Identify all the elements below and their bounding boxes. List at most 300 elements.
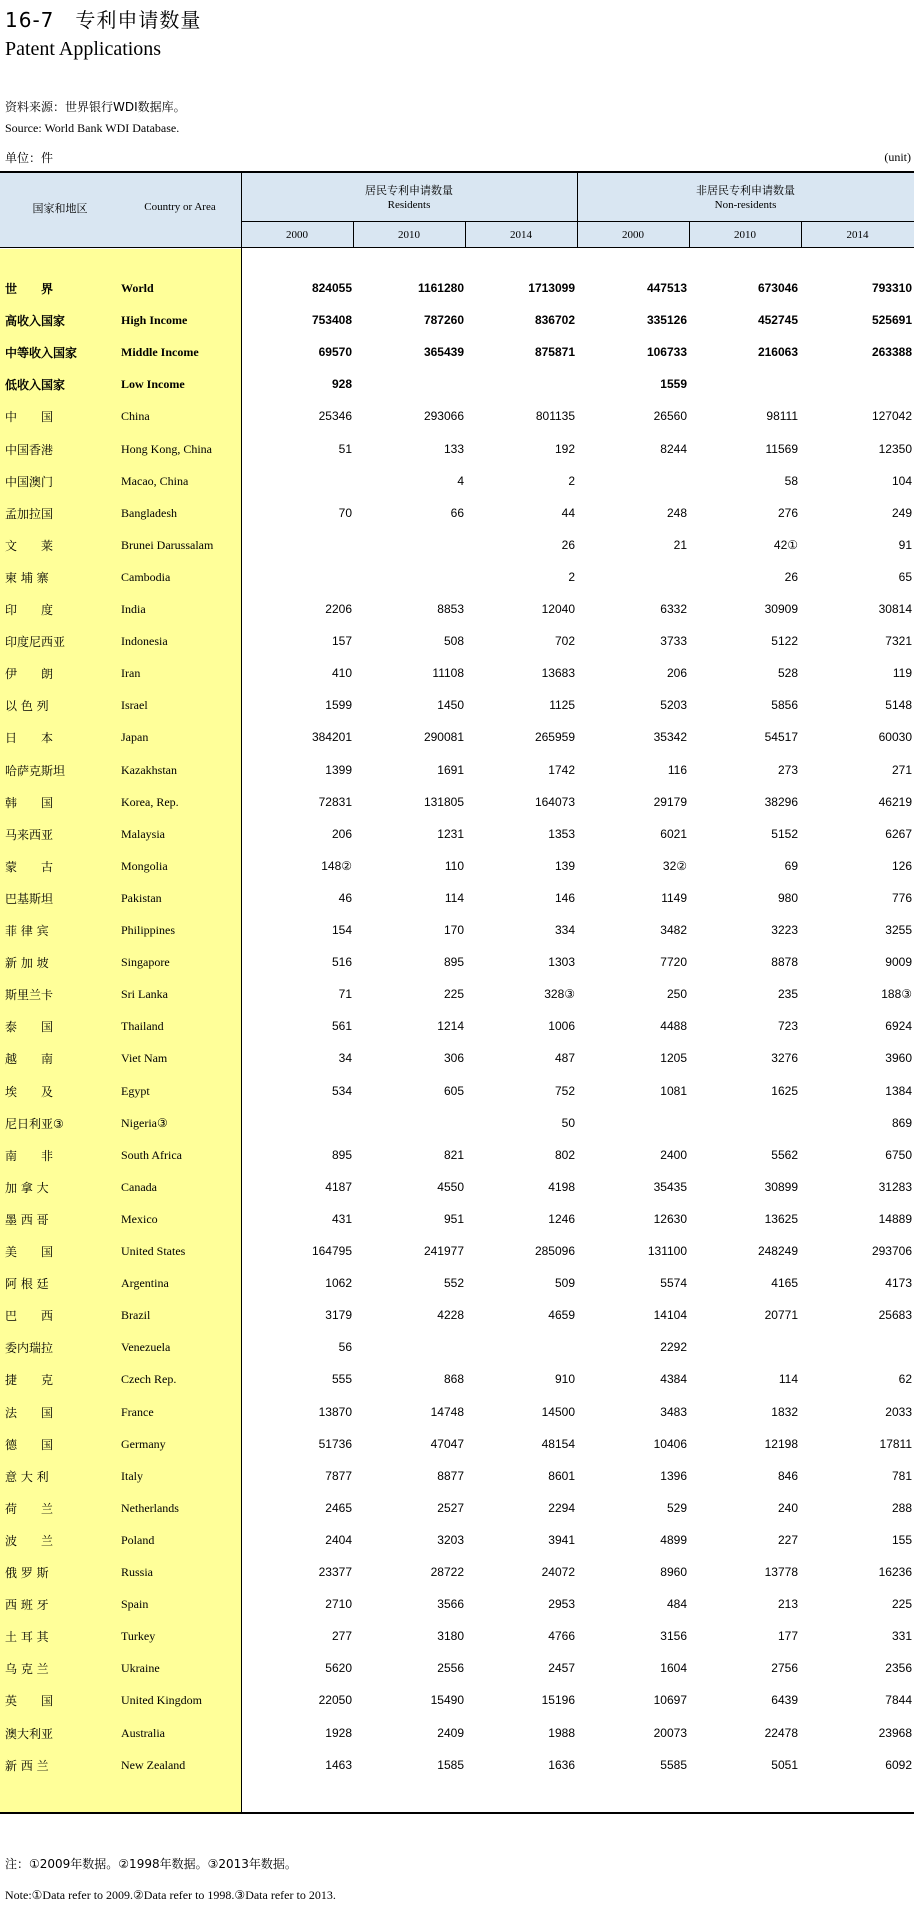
value-cell: 8244 xyxy=(660,441,687,456)
country-name-en: Germany xyxy=(121,1436,166,1451)
value-cell: 13870 xyxy=(318,1404,352,1419)
value-cell: 4766 xyxy=(548,1629,575,1644)
table-row xyxy=(0,849,914,881)
value-cell: 131805 xyxy=(423,794,464,809)
year-row-rule xyxy=(241,221,914,222)
value-cell: 60030 xyxy=(878,730,912,745)
value-cell: 288 xyxy=(891,1500,912,1515)
value-cell: 1303 xyxy=(548,955,575,970)
value-cell: 170 xyxy=(443,923,464,937)
table-row xyxy=(0,1330,914,1362)
value-cell: 114 xyxy=(444,890,464,905)
source-en: Source: World Bank WDI Database. xyxy=(5,121,180,135)
value-cell: 30899 xyxy=(764,1179,798,1194)
value-cell: 509 xyxy=(554,1276,575,1291)
table-row xyxy=(0,1041,914,1073)
value-cell: 5562 xyxy=(771,1147,798,1162)
value-cell: 30814 xyxy=(878,602,912,616)
country-name-cn: 美 国 xyxy=(5,1245,54,1259)
country-name-en: South Africa xyxy=(121,1147,182,1162)
value-cell: 1599 xyxy=(325,698,352,713)
value-cell: 24072 xyxy=(541,1565,575,1579)
value-cell: 58 xyxy=(784,473,798,488)
value-cell: 2033 xyxy=(885,1404,912,1419)
country-name-cn: 世 界 xyxy=(5,282,54,296)
country-name-cn: 孟加拉国 xyxy=(5,506,54,521)
country-name-cn: 加 拿 大 xyxy=(5,1180,49,1195)
value-cell: 38296 xyxy=(764,794,798,809)
value-cell: 2953 xyxy=(548,1597,575,1612)
country-name-en: Poland xyxy=(121,1532,155,1547)
value-cell: 12198 xyxy=(764,1436,798,1451)
value-cell: 1450 xyxy=(437,698,464,713)
country-name-en: Netherlands xyxy=(121,1500,179,1515)
value-cell: 30909 xyxy=(764,602,798,616)
table-row xyxy=(0,945,914,977)
value-cell: 331 xyxy=(891,1629,912,1644)
value-cell: 4899 xyxy=(660,1532,687,1547)
country-name-en: Japan xyxy=(121,730,149,745)
table-row xyxy=(0,817,914,849)
table-row xyxy=(0,1587,914,1619)
value-cell: 3223 xyxy=(771,923,798,937)
value-cell: 248 xyxy=(666,505,687,520)
value-cell: 225 xyxy=(891,1597,912,1612)
country-name-en: Mexico xyxy=(121,1211,158,1226)
value-cell: 1832 xyxy=(771,1404,798,1419)
value-cell: 821 xyxy=(443,1147,464,1162)
table-row xyxy=(0,335,914,367)
value-cell: 328③ xyxy=(544,987,575,1002)
country-name-en: Bangladesh xyxy=(121,505,177,520)
country-name-cn: 蒙 古 xyxy=(5,859,54,874)
value-cell: 5574 xyxy=(660,1276,687,1291)
value-cell: 1636 xyxy=(548,1757,575,1772)
country-name-cn: 荷 兰 xyxy=(5,1501,54,1516)
value-cell: 13778 xyxy=(764,1565,798,1579)
table-row xyxy=(0,496,914,528)
value-cell: 4 xyxy=(457,473,464,488)
country-name-cn: 乌 克 兰 xyxy=(5,1662,49,1677)
country-name-en: Viet Nam xyxy=(121,1051,168,1066)
value-cell: 752 xyxy=(554,1083,575,1098)
value-cell: 51 xyxy=(338,441,352,456)
country-name-en: Canada xyxy=(121,1179,157,1194)
value-cell: 206 xyxy=(331,826,352,841)
table-row xyxy=(0,785,914,817)
table-row xyxy=(0,1170,914,1202)
value-cell: 5148 xyxy=(885,698,912,713)
value-cell: 127042 xyxy=(871,409,912,424)
value-cell: 1559 xyxy=(660,377,687,392)
value-cell: 10406 xyxy=(653,1436,687,1451)
country-name-cn: 以 色 列 xyxy=(5,699,49,714)
value-cell: 1205 xyxy=(660,1051,687,1066)
value-cell: 3156 xyxy=(660,1629,687,1644)
country-name-cn: 哈萨克斯坦 xyxy=(5,763,66,778)
table-row xyxy=(0,1009,914,1041)
country-name-cn: 印 度 xyxy=(5,603,54,617)
value-cell: 836702 xyxy=(534,313,575,328)
country-name-en: New Zealand xyxy=(121,1757,186,1772)
value-cell: 91 xyxy=(898,537,912,552)
value-cell: 868 xyxy=(443,1372,464,1387)
value-cell: 5585 xyxy=(660,1757,687,1772)
value-cell: 14889 xyxy=(878,1211,912,1226)
country-name-en: Hong Kong, China xyxy=(121,441,212,456)
country-name-cn: 南 非 xyxy=(5,1148,54,1163)
country-name-cn: 印度尼西亚 xyxy=(5,635,66,650)
table-row xyxy=(0,753,914,785)
country-name-cn: 越 南 xyxy=(5,1052,54,1067)
value-cell: 26 xyxy=(561,537,575,552)
value-cell: 334 xyxy=(554,923,575,937)
value-cell: 271 xyxy=(891,762,912,777)
value-cell: 1691 xyxy=(437,762,464,777)
value-cell: 6092 xyxy=(885,1757,912,1772)
value-cell: 335126 xyxy=(646,313,687,328)
country-name-cn: 菲 律 宾 xyxy=(5,924,49,938)
value-cell: 12350 xyxy=(878,441,912,456)
value-cell: 6021 xyxy=(660,826,687,841)
value-cell: 131100 xyxy=(647,1244,687,1258)
table-row xyxy=(0,1106,914,1138)
table-row xyxy=(0,1683,914,1715)
value-cell: 3255 xyxy=(885,923,912,937)
value-cell: 895 xyxy=(443,955,464,970)
value-cell: 1928 xyxy=(325,1725,352,1740)
value-cell: 98111 xyxy=(766,409,798,424)
value-cell: 22050 xyxy=(318,1693,352,1708)
table-row xyxy=(0,1555,914,1587)
table-row xyxy=(0,1298,914,1330)
country-name-en: Turkey xyxy=(121,1629,156,1644)
value-cell: 66 xyxy=(450,505,464,520)
value-cell: 20073 xyxy=(653,1725,687,1740)
value-cell: 4659 xyxy=(548,1308,575,1323)
value-cell: 50 xyxy=(561,1115,575,1130)
value-cell: 46 xyxy=(338,890,352,905)
country-name-cn: 墨 西 哥 xyxy=(5,1212,49,1227)
value-cell: 980 xyxy=(777,890,798,905)
country-name-en: Kazakhstan xyxy=(121,762,177,777)
value-cell: 139 xyxy=(554,858,575,873)
value-cell: 13683 xyxy=(541,666,575,681)
value-cell: 431 xyxy=(331,1211,352,1226)
patent-table xyxy=(0,171,914,1814)
country-name-en: Sri Lanka xyxy=(121,987,168,1002)
table-bottom-rule xyxy=(0,1812,914,1814)
country-name-en: Russia xyxy=(121,1565,154,1579)
value-cell: 46219 xyxy=(878,794,912,809)
value-cell: 2356 xyxy=(885,1661,912,1676)
value-cell: 4165 xyxy=(771,1276,798,1291)
value-cell: 1353 xyxy=(548,826,575,841)
value-cell: 263388 xyxy=(871,345,912,360)
table-row xyxy=(0,1491,914,1523)
country-name-cn: 捷 克 xyxy=(5,1373,54,1388)
table-row xyxy=(0,720,914,752)
country-name-cn: 中 国 xyxy=(5,410,54,425)
value-cell: 5122 xyxy=(771,634,798,649)
value-cell: 673046 xyxy=(757,281,798,295)
value-cell: 384201 xyxy=(311,730,352,745)
value-cell: 15196 xyxy=(541,1693,575,1708)
value-cell: 12040 xyxy=(541,602,575,616)
value-cell: 8877 xyxy=(437,1468,464,1483)
value-cell: 104 xyxy=(891,473,912,488)
header-year: 2000 xyxy=(622,229,644,241)
value-cell: 227 xyxy=(777,1532,798,1547)
value-cell: 2294 xyxy=(548,1500,575,1515)
value-cell: 26 xyxy=(784,569,798,584)
value-cell: 31283 xyxy=(878,1179,912,1194)
country-name-en: Low Income xyxy=(121,377,185,392)
value-cell: 723 xyxy=(777,1019,798,1034)
country-name-en: Spain xyxy=(121,1597,149,1612)
value-cell: 69 xyxy=(784,858,798,873)
country-name-cn: 俄 罗 斯 xyxy=(5,1566,49,1580)
value-cell: 1742 xyxy=(548,762,575,777)
table-row xyxy=(0,399,914,431)
value-cell: 4488 xyxy=(660,1019,687,1034)
value-cell: 7321 xyxy=(885,634,912,649)
country-name-cn: 新 加 坡 xyxy=(5,956,49,971)
value-cell: 801135 xyxy=(535,409,575,424)
country-name-en: Australia xyxy=(121,1725,165,1740)
value-cell: 155 xyxy=(891,1532,912,1547)
country-name-cn: 韩 国 xyxy=(5,795,54,810)
value-cell: 1246 xyxy=(548,1211,575,1226)
country-name-cn: 法 国 xyxy=(5,1405,54,1420)
country-name-cn: 泰 国 xyxy=(5,1020,54,1035)
country-name-en: High Income xyxy=(121,313,188,328)
country-name-en: Venezuela xyxy=(121,1340,171,1355)
country-name-cn: 西 班 牙 xyxy=(5,1598,49,1613)
value-cell: 447513 xyxy=(646,281,687,295)
value-cell: 487 xyxy=(554,1051,575,1066)
country-name-en: Brunei Darussalam xyxy=(121,537,214,552)
value-cell: 14500 xyxy=(541,1404,575,1419)
value-cell: 13625 xyxy=(764,1211,798,1226)
value-cell: 605 xyxy=(443,1083,464,1098)
value-cell: 8601 xyxy=(548,1468,575,1483)
value-cell: 2 xyxy=(568,569,575,584)
value-cell: 528 xyxy=(777,666,798,681)
value-cell: 869 xyxy=(891,1115,912,1130)
country-name-cn: 新 西 兰 xyxy=(5,1758,49,1773)
header-nonresidents-en: Non-residents xyxy=(714,199,777,211)
country-name-en: World xyxy=(121,281,154,295)
value-cell: 51736 xyxy=(318,1436,352,1451)
value-cell: 561 xyxy=(331,1019,352,1034)
value-cell: 35435 xyxy=(653,1179,687,1194)
value-cell: 56 xyxy=(338,1340,352,1355)
unit-cn: 单位：件 xyxy=(5,151,54,165)
value-cell: 23377 xyxy=(318,1565,352,1579)
value-cell: 4384 xyxy=(660,1372,687,1387)
value-cell: 47047 xyxy=(430,1436,464,1451)
value-cell: 71 xyxy=(338,987,352,1002)
country-name-cn: 柬 埔 寨 xyxy=(5,570,49,585)
value-cell: 11569 xyxy=(765,441,798,456)
value-cell: 1149 xyxy=(661,890,687,905)
value-cell: 895 xyxy=(331,1147,352,1162)
value-cell: 802 xyxy=(554,1147,575,1162)
value-cell: 28722 xyxy=(430,1565,464,1579)
value-cell: 5152 xyxy=(771,826,798,841)
value-cell: 23968 xyxy=(878,1725,912,1740)
value-cell: 14104 xyxy=(653,1308,687,1323)
header-residents-en: Residents xyxy=(387,199,431,211)
table-row xyxy=(0,1619,914,1651)
value-cell: 2710 xyxy=(325,1597,352,1612)
value-cell: 20771 xyxy=(764,1308,798,1323)
table-row xyxy=(0,624,914,656)
table-row xyxy=(0,271,914,303)
value-cell: 2 xyxy=(568,473,575,488)
value-cell: 9009 xyxy=(885,955,912,970)
value-cell: 2465 xyxy=(325,1500,352,1515)
value-cell: 6267 xyxy=(885,826,912,841)
value-cell: 793310 xyxy=(871,281,912,295)
value-cell: 8853 xyxy=(437,602,464,616)
value-cell: 126 xyxy=(891,858,912,873)
table-row xyxy=(0,1202,914,1234)
country-name-en: Cambodia xyxy=(121,569,171,584)
table-row xyxy=(0,1074,914,1106)
country-name-cn: 阿 根 廷 xyxy=(5,1277,49,1292)
country-name-cn: 马来西亚 xyxy=(5,827,54,842)
table-row xyxy=(0,881,914,913)
value-cell: 25346 xyxy=(318,409,352,424)
value-cell: 10697 xyxy=(653,1693,687,1708)
value-cell: 2457 xyxy=(548,1661,575,1676)
value-cell: 1006 xyxy=(548,1019,575,1034)
country-name-cn: 委内瑞拉 xyxy=(5,1341,54,1356)
value-cell: 133 xyxy=(443,441,464,456)
value-cell: 42① xyxy=(773,537,798,552)
country-name-en: United States xyxy=(121,1244,186,1258)
value-cell: 846 xyxy=(777,1468,798,1483)
value-cell: 776 xyxy=(891,890,912,905)
country-name-en: Philippines xyxy=(121,923,176,937)
value-cell: 54517 xyxy=(764,730,798,745)
value-cell: 164073 xyxy=(534,794,575,809)
value-cell: 4173 xyxy=(885,1276,912,1291)
table-row xyxy=(0,528,914,560)
value-cell: 4550 xyxy=(437,1179,464,1194)
value-cell: 1214 xyxy=(437,1019,464,1034)
header-bottom-rule xyxy=(0,247,914,248)
value-cell: 192 xyxy=(554,441,575,456)
country-name-en: Czech Rep. xyxy=(121,1372,177,1387)
value-cell: 1384 xyxy=(885,1083,912,1098)
value-cell: 35342 xyxy=(653,730,687,745)
country-name-en: Pakistan xyxy=(121,890,162,905)
value-cell: 508 xyxy=(443,634,464,649)
value-cell: 277 xyxy=(331,1629,352,1644)
value-cell: 7844 xyxy=(885,1693,912,1708)
value-cell: 235 xyxy=(777,987,798,1002)
value-cell: 16236 xyxy=(878,1565,912,1579)
value-cell: 516 xyxy=(331,955,352,970)
value-cell: 14748 xyxy=(430,1404,464,1419)
value-cell: 5856 xyxy=(771,698,798,713)
value-cell: 5051 xyxy=(771,1757,798,1772)
country-name-cn: 中国香港 xyxy=(5,442,54,457)
value-cell: 3960 xyxy=(885,1051,912,1066)
country-name-cn: 尼日利亚③ xyxy=(5,1116,64,1131)
value-cell: 3941 xyxy=(548,1532,575,1547)
country-name-en: Argentina xyxy=(121,1276,169,1291)
notes-cn: 注：①2009年数据。②1998年数据。③2013年数据。 xyxy=(5,1857,297,1871)
value-cell: 17811 xyxy=(879,1436,912,1451)
value-cell: 106733 xyxy=(646,345,687,360)
value-cell: 552 xyxy=(443,1276,464,1291)
value-cell: 4187 xyxy=(325,1179,352,1194)
value-cell: 3733 xyxy=(660,634,687,649)
value-cell: 2292 xyxy=(660,1340,687,1355)
country-name-en: Italy xyxy=(121,1468,143,1483)
value-cell: 875871 xyxy=(534,345,575,360)
value-cell: 265959 xyxy=(534,730,575,745)
value-cell: 1399 xyxy=(325,762,352,777)
country-name-cn: 文 莱 xyxy=(5,538,54,553)
value-cell: 32② xyxy=(662,858,687,873)
value-cell: 5620 xyxy=(325,1661,352,1676)
country-name-en: United Kingdom xyxy=(121,1693,202,1708)
header-year: 2014 xyxy=(510,229,532,241)
header-year: 2010 xyxy=(734,229,756,241)
value-cell: 15490 xyxy=(430,1693,464,1708)
value-cell: 6750 xyxy=(885,1147,912,1162)
value-cell: 26560 xyxy=(653,409,687,424)
value-cell: 910 xyxy=(554,1372,575,1387)
value-cell: 116 xyxy=(667,762,687,777)
table-row xyxy=(0,1651,914,1683)
value-cell: 110 xyxy=(444,858,464,873)
header-year: 2010 xyxy=(398,229,420,241)
header-country-cn: 国家和地区 xyxy=(32,202,88,215)
table-row xyxy=(0,1459,914,1491)
value-cell: 3566 xyxy=(437,1597,464,1612)
value-cell: 3180 xyxy=(437,1629,464,1644)
value-cell: 276 xyxy=(777,505,798,520)
value-cell: 188③ xyxy=(881,987,912,1002)
value-cell: 273 xyxy=(777,762,798,777)
value-cell: 154 xyxy=(331,923,352,937)
value-cell: 44 xyxy=(561,505,575,520)
table-row xyxy=(0,592,914,624)
value-cell: 410 xyxy=(331,666,352,681)
country-name-cn: 波 兰 xyxy=(5,1533,54,1548)
value-cell: 177 xyxy=(777,1629,798,1644)
value-cell: 1604 xyxy=(660,1661,687,1676)
value-cell: 7720 xyxy=(660,955,687,970)
country-name-cn: 意 大 利 xyxy=(5,1469,49,1484)
value-cell: 65 xyxy=(898,569,912,584)
table-row xyxy=(0,367,914,399)
value-cell: 365439 xyxy=(423,345,464,360)
country-name-en: Macao, China xyxy=(121,473,189,488)
table-row xyxy=(0,977,914,1009)
unit-en: (unit) xyxy=(884,150,911,164)
value-cell: 753408 xyxy=(311,313,352,328)
notes-en: Note:①Data refer to 2009.②Data refer to 1998.③Data refer to 2013. xyxy=(5,1888,336,1902)
value-cell: 484 xyxy=(666,1597,687,1612)
table-row xyxy=(0,913,914,945)
